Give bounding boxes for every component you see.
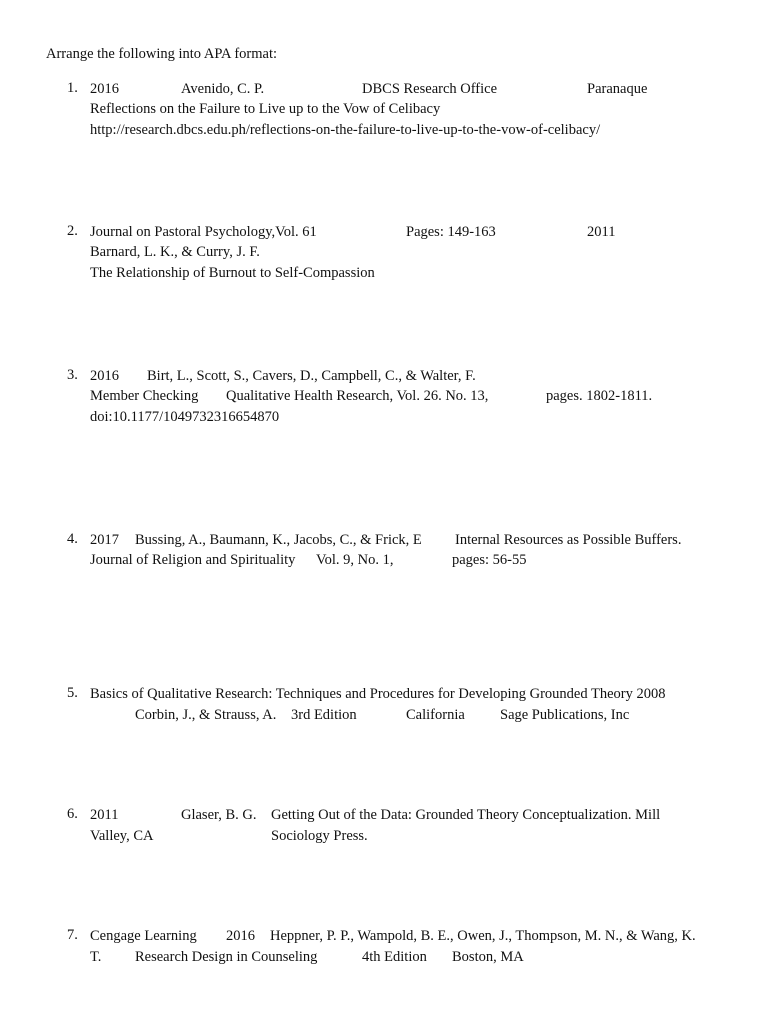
place: Paranaque — [587, 81, 648, 97]
year: 2016 — [90, 81, 119, 97]
authors: Bussing, A., Baumann, K., Jacobs, C., & Frick, E — [135, 532, 422, 548]
authors-continued: T. — [90, 949, 102, 965]
item-number: 2. — [67, 223, 78, 239]
item-line-3: http://research.dbcs.edu.ph/reflections-on-the-failure-to-live-up-to-the-vow-of-celibacy/ — [90, 122, 601, 138]
item-line-1: Basics of Qualitative Research: Techniques and Procedures for Developing Grounded Theory 2008 — [90, 686, 666, 702]
item-number: 7. — [67, 927, 78, 943]
place: Valley, CA — [90, 828, 154, 844]
pages: pages. 1802-1811. — [546, 388, 653, 404]
publisher: Cengage Learning — [90, 928, 197, 944]
journal: Journal of Religion and Spirituality — [90, 552, 296, 568]
authors: Corbin, J., & Strauss, A. — [135, 707, 277, 723]
publisher: DBCS Research Office — [362, 81, 498, 97]
pages: pages: 56-55 — [452, 552, 527, 568]
authors: Birt, L., Scott, S., Cavers, D., Campbell, C., & Walter, F. — [147, 368, 476, 384]
item-line-3: The Relationship of Burnout to Self-Compassion — [90, 265, 375, 281]
item-number: 4. — [67, 531, 78, 547]
edition: 3rd Edition — [291, 707, 357, 723]
item-number: 5. — [67, 685, 78, 701]
volume: Vol. 9, No. 1, — [316, 552, 394, 568]
item-number: 1. — [67, 80, 78, 96]
item-line-2: Barnard, L. K., & Curry, J. F. — [90, 244, 260, 260]
year: 2016 — [226, 928, 255, 944]
pages: Pages: 149-163 — [406, 224, 496, 240]
item-line-2: Reflections on the Failure to Live up to the Vow of Celibacy — [90, 101, 441, 117]
year: 2011 — [90, 807, 119, 823]
author: Glaser, B. G. — [181, 807, 257, 823]
year: 2016 — [90, 368, 119, 384]
year: 2011 — [587, 224, 616, 240]
year: 2017 — [90, 532, 119, 548]
authors: Heppner, P. P., Wampold, B. E., Owen, J., Thompson, M. N., & Wang, K. — [270, 928, 696, 944]
place: Boston, MA — [452, 949, 524, 965]
publisher: Sociology Press. — [271, 828, 368, 844]
instruction-heading: Arrange the following into APA format: — [46, 46, 278, 62]
journal: Journal on Pastoral Psychology,Vol. 61 — [90, 224, 317, 240]
title: Member Checking — [90, 388, 199, 404]
title: Getting Out of the Data: Grounded Theory Conceptualization. Mill — [271, 807, 661, 823]
edition: 4th Edition — [362, 949, 427, 965]
place: California — [406, 707, 465, 723]
title: Internal Resources as Possible Buffers. — [455, 532, 682, 548]
item-line-3: doi:10.1177/1049732316654870 — [90, 409, 280, 425]
journal: Qualitative Health Research, Vol. 26. No. 13, — [226, 388, 489, 404]
publisher: Sage Publications, Inc — [500, 707, 630, 723]
item-number: 6. — [67, 806, 78, 822]
item-number: 3. — [67, 367, 78, 383]
title: Research Design in Counseling — [135, 949, 318, 965]
author: Avenido, C. P. — [181, 81, 265, 97]
